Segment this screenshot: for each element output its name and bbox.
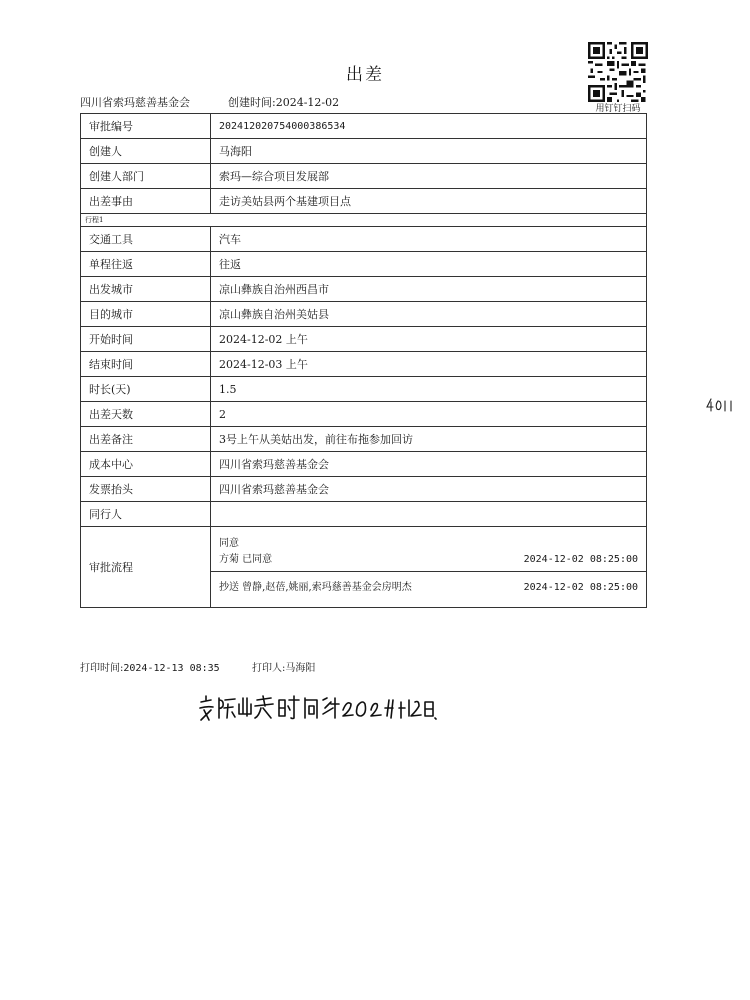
field-value — [211, 502, 647, 527]
field-label: 交通工具 — [81, 227, 211, 252]
approval-step — [211, 535, 646, 572]
table-row — [81, 352, 647, 377]
table-row — [81, 402, 647, 427]
approval-status: 同意 — [219, 538, 239, 549]
table-row — [81, 502, 647, 527]
field-label: 开始时间 — [81, 327, 211, 352]
qr-caption: 用钉钉扫码 — [595, 104, 641, 114]
field-label: 结束时间 — [81, 352, 211, 377]
handwritten-note — [197, 688, 437, 728]
section-label: 行程1 — [81, 214, 647, 227]
field-value: 凉山彝族自治州美姑县 — [211, 302, 647, 327]
table-row — [81, 277, 647, 302]
table-row — [81, 377, 647, 402]
field-label: 出差天数 — [81, 402, 211, 427]
field-value: 凉山彝族自治州西昌市 — [211, 277, 647, 302]
field-value: 2024-12-03 上午 — [211, 352, 647, 377]
organization-name: 四川省索玛慈善基金会 — [80, 96, 190, 109]
margin-note — [705, 396, 737, 414]
cc-time: 2024-12-02 08:25:00 — [523, 582, 638, 593]
printer-value: 马海阳 — [285, 663, 316, 674]
field-value: 1.5 — [211, 377, 647, 402]
field-label: 出差事由 — [81, 189, 211, 214]
table-row — [81, 252, 647, 277]
field-label: 成本中心 — [81, 452, 211, 477]
cc-step — [219, 572, 638, 599]
field-label: 创建人部门 — [81, 164, 211, 189]
field-label: 出差备注 — [81, 427, 211, 452]
table-row — [81, 227, 647, 252]
section-row — [81, 214, 647, 227]
created-value: 2024-12-02 — [275, 96, 340, 109]
qr-code-icon — [588, 42, 648, 102]
field-label: 审批流程 — [81, 527, 211, 608]
field-value: 汽车 — [211, 227, 647, 252]
field-label: 单程往返 — [81, 252, 211, 277]
field-value: 3号上午从美姑出发，前往布拖参加回访 — [211, 427, 647, 452]
field-label: 创建人 — [81, 139, 211, 164]
printer — [252, 659, 315, 674]
field-value: 走访美姑县两个基建项目点 — [211, 189, 647, 214]
table-row — [81, 327, 647, 352]
cc-list: 抄送 曾静,赵蓓,姚丽,索玛慈善基金会房明杰 — [219, 582, 412, 593]
field-label: 目的城市 — [81, 302, 211, 327]
approval-flow-cell — [211, 527, 647, 608]
table-row — [81, 302, 647, 327]
field-value: 2024-12-02 上午 — [211, 327, 647, 352]
field-value: 四川省索玛慈善基金会 — [211, 452, 647, 477]
approval-time: 2024-12-02 08:25:00 — [523, 554, 638, 565]
field-label: 同行人 — [81, 502, 211, 527]
table-row — [81, 164, 647, 189]
created-date — [228, 94, 339, 110]
field-value: 2 — [211, 402, 647, 427]
field-value: 202412020754000386534 — [211, 114, 647, 139]
approver: 方菊 已同意 — [219, 554, 273, 565]
print-time — [80, 659, 220, 674]
created-label: 创建时间: — [228, 96, 276, 109]
field-label: 出发城市 — [81, 277, 211, 302]
approval-form-table — [80, 113, 647, 608]
table-row — [81, 139, 647, 164]
table-row — [81, 114, 647, 139]
field-label: 发票抬头 — [81, 477, 211, 502]
field-label: 审批编号 — [81, 114, 211, 139]
document-title: 出差 — [346, 65, 384, 85]
field-label: 时长(天) — [81, 377, 211, 402]
approval-flow-row — [81, 527, 647, 608]
print-time-label: 打印时间: — [80, 663, 124, 674]
print-time-value: 2024-12-13 08:35 — [123, 663, 220, 674]
table-row — [81, 452, 647, 477]
table-row — [81, 477, 647, 502]
field-value: 往返 — [211, 252, 647, 277]
field-value: 索玛—综合项目发展部 — [211, 164, 647, 189]
field-value: 四川省索玛慈善基金会 — [211, 477, 647, 502]
field-value: 马海阳 — [211, 139, 647, 164]
printer-label: 打印人: — [252, 663, 286, 674]
table-row — [81, 427, 647, 452]
table-row — [81, 189, 647, 214]
